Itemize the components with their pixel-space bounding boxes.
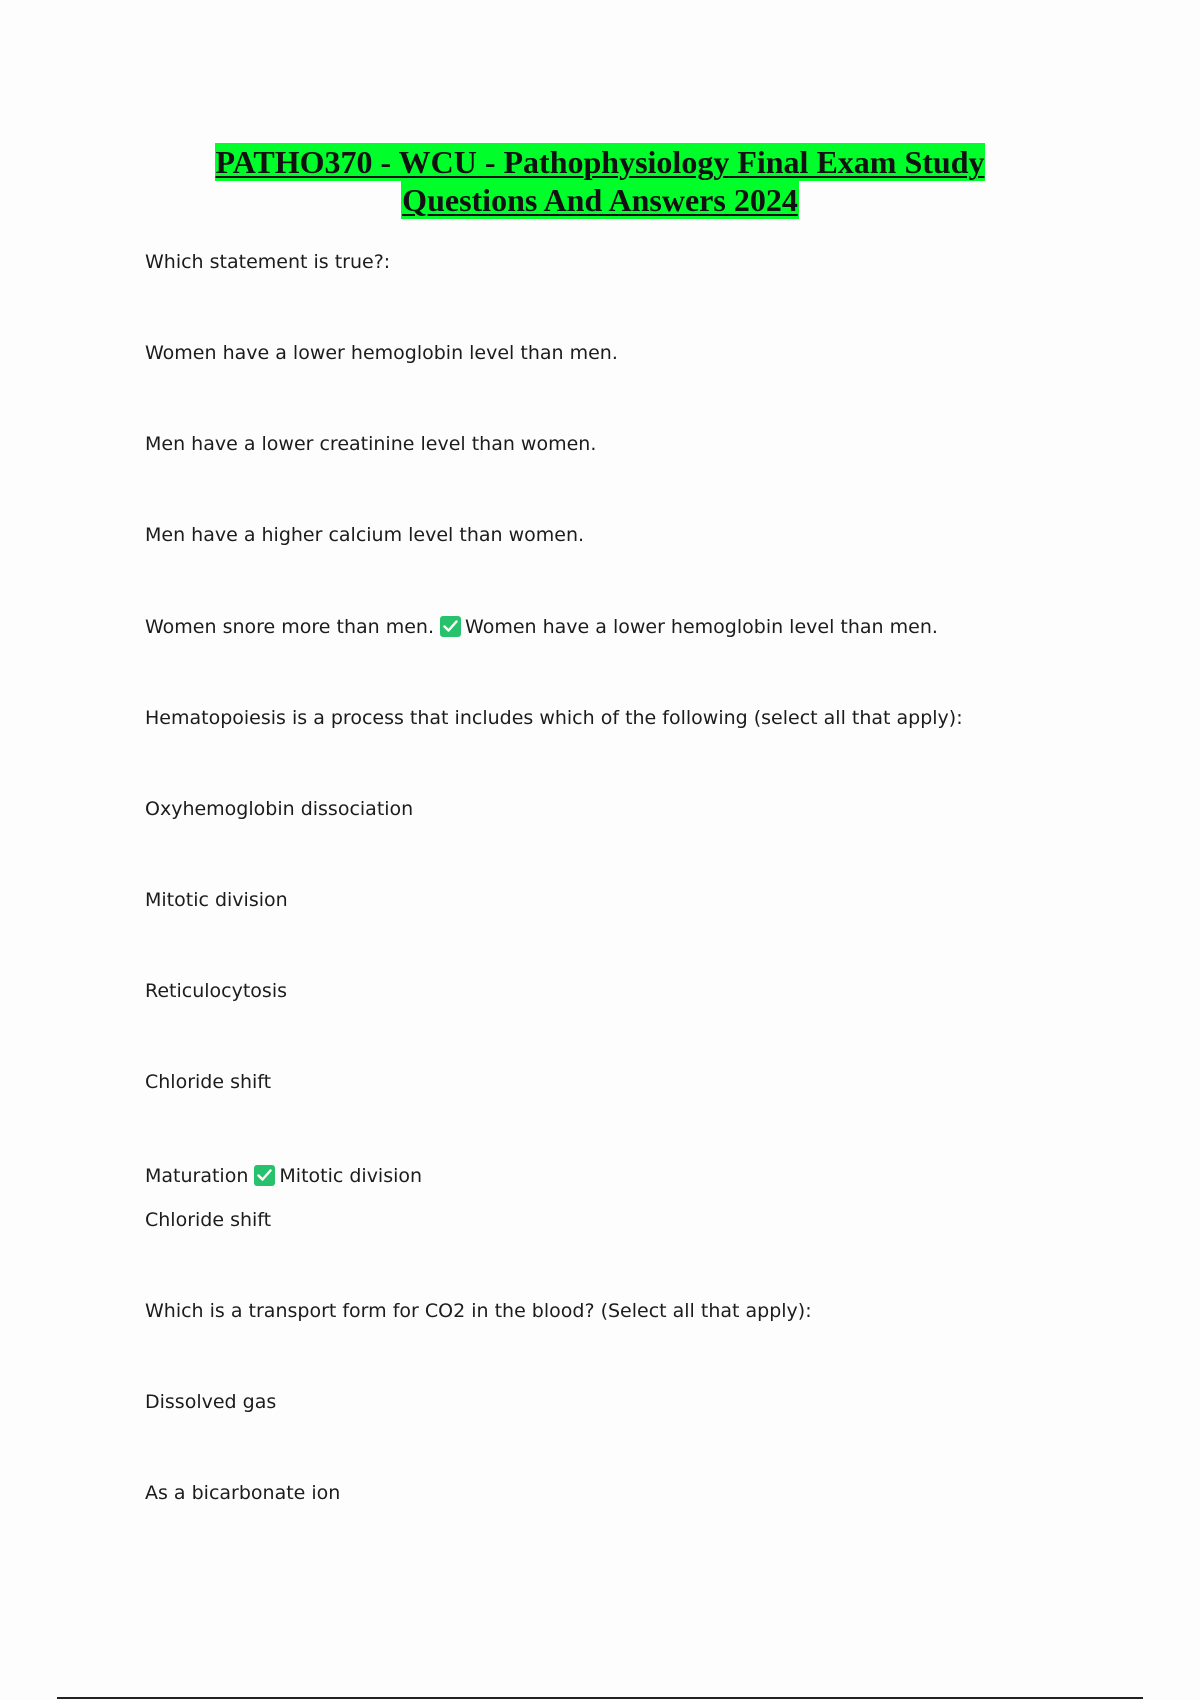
option-2b: Mitotic division [145, 889, 288, 911]
option-2d: Chloride shift [145, 1071, 272, 1093]
option-1c: Men have a higher calcium level than women. [145, 524, 585, 546]
title-line-1: PATHO370 - WCU - Pathophysiology Final Exam Study [215, 144, 985, 180]
answer-2a: Mitotic division [279, 1165, 423, 1187]
option-1d-with-answer [145, 615, 938, 639]
option-3a: Dissolved gas [145, 1391, 277, 1413]
answer-1: Women have a lower hemoglobin level than men. [465, 616, 938, 638]
option-2c: Reticulocytosis [145, 980, 287, 1002]
option-3b: As a bicarbonate ion [145, 1482, 341, 1504]
option-1d: Women snore more than men. [145, 616, 435, 638]
answer-2b: Chloride shift [145, 1209, 272, 1231]
question-2: Hematopoiesis is a process that includes which of the following (select all that apply): [145, 707, 963, 729]
option-2a: Oxyhemoglobin dissociation [145, 798, 414, 820]
option-2e: Maturation [145, 1165, 249, 1187]
option-1b: Men have a lower creatinine level than women. [145, 433, 597, 455]
question-3: Which is a transport form for CO2 in the blood? (Select all that apply): [145, 1300, 812, 1322]
footer-divider [57, 1697, 1143, 1699]
option-1a: Women have a lower hemoglobin level than men. [145, 342, 618, 364]
question-1: Which statement is true?: [145, 251, 391, 273]
title-line-2: Questions And Answers 2024 [402, 182, 798, 218]
option-2e-with-answer [145, 1164, 422, 1188]
document-title [0, 143, 1200, 219]
check-mark-icon [254, 1165, 275, 1186]
check-mark-icon [440, 616, 461, 637]
